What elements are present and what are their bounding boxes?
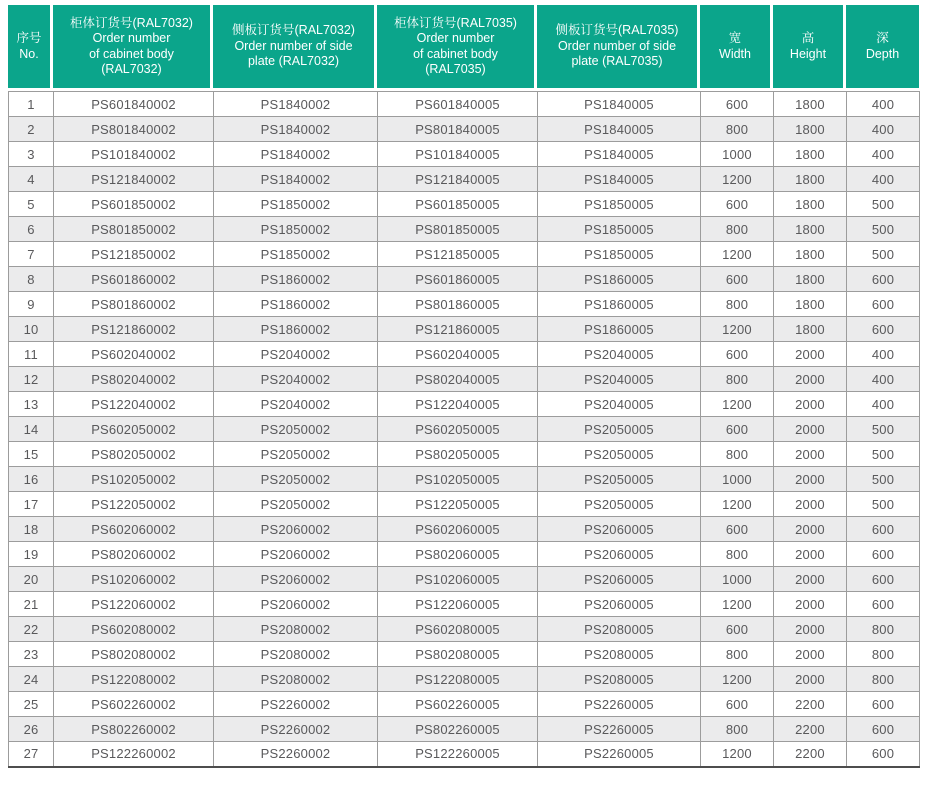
- cell-height: 1800: [774, 292, 847, 317]
- cell-cabinet-body-ral7035: PS102060005: [378, 567, 538, 592]
- cell-width: 800: [701, 542, 774, 567]
- cell-height: 2000: [774, 392, 847, 417]
- column-header-label: Height: [789, 46, 827, 61]
- cell-width: 600: [701, 192, 774, 217]
- cell-cabinet-body-ral7032: PS122050002: [54, 492, 214, 517]
- cell-side-plate-ral7035: PS1860005: [538, 292, 701, 317]
- column-header-label: plate (RAL7032): [247, 54, 340, 69]
- cell-width: 1200: [701, 667, 774, 692]
- column-header-label: (RAL7032): [101, 62, 162, 76]
- cell-depth: 600: [847, 517, 920, 542]
- cell-side-plate-ral7035: PS2050005: [538, 442, 701, 467]
- cell-width: 600: [701, 692, 774, 717]
- cell-no: 24: [9, 667, 54, 692]
- cell-side-plate-ral7032: PS2060002: [214, 542, 378, 567]
- cell-width: 600: [701, 417, 774, 442]
- cell-depth: 800: [847, 667, 920, 692]
- cell-height: 1800: [774, 242, 847, 267]
- table-row: [9, 117, 920, 142]
- cell-height: 2200: [774, 692, 847, 717]
- cell-depth: 600: [847, 717, 920, 742]
- cell-height: 2000: [774, 617, 847, 642]
- table-row: [9, 267, 920, 292]
- cell-height: 1800: [774, 117, 847, 142]
- cell-side-plate-ral7035: PS2080005: [538, 617, 701, 642]
- cell-cabinet-body-ral7035: PS122040005: [378, 392, 538, 417]
- cell-depth: 500: [847, 492, 920, 517]
- cell-width: 800: [701, 717, 774, 742]
- cell-depth: 600: [847, 542, 920, 567]
- cell-side-plate-ral7035: PS2040005: [538, 342, 701, 367]
- table-row: [9, 142, 920, 167]
- cell-side-plate-ral7032: PS2050002: [214, 492, 378, 517]
- column-header-label: 深: [876, 31, 889, 45]
- cell-height: 1800: [774, 92, 847, 117]
- cell-depth: 600: [847, 567, 920, 592]
- cell-width: 1000: [701, 567, 774, 592]
- cell-height: 2000: [774, 492, 847, 517]
- cell-side-plate-ral7032: PS2050002: [214, 417, 378, 442]
- cell-width: 800: [701, 292, 774, 317]
- table-row: [9, 442, 920, 467]
- column-header-label: of cabinet body: [413, 46, 498, 61]
- cell-no: 1: [9, 92, 54, 117]
- cell-cabinet-body-ral7032: PS102060002: [54, 567, 214, 592]
- cell-height: 2000: [774, 592, 847, 617]
- cell-cabinet-body-ral7035: PS801850005: [378, 217, 538, 242]
- cell-cabinet-body-ral7035: PS122050005: [378, 492, 538, 517]
- column-header-cabinet-body-ral7032: [53, 5, 213, 88]
- cell-side-plate-ral7035: PS2050005: [538, 417, 701, 442]
- cell-side-plate-ral7032: PS2060002: [214, 567, 378, 592]
- cell-width: 600: [701, 517, 774, 542]
- column-header-no: [8, 5, 53, 88]
- cell-cabinet-body-ral7035: PS802260005: [378, 717, 538, 742]
- column-header-label: 柜体订货号(RAL7032): [70, 15, 193, 30]
- column-header-label: 高: [801, 31, 815, 45]
- cell-cabinet-body-ral7035: PS122060005: [378, 592, 538, 617]
- cell-side-plate-ral7035: PS1850005: [538, 242, 701, 267]
- table-row: [9, 367, 920, 392]
- cell-height: 1800: [774, 167, 847, 192]
- table-row: [9, 467, 920, 492]
- cell-side-plate-ral7035: PS1840005: [538, 117, 701, 142]
- cell-no: 20: [9, 567, 54, 592]
- cell-cabinet-body-ral7032: PS802260002: [54, 717, 214, 742]
- cell-side-plate-ral7035: PS2040005: [538, 392, 701, 417]
- cell-depth: 400: [847, 117, 920, 142]
- cell-side-plate-ral7035: PS1840005: [538, 167, 701, 192]
- cell-side-plate-ral7035: PS1850005: [538, 217, 701, 242]
- cell-side-plate-ral7032: PS2040002: [214, 392, 378, 417]
- cell-cabinet-body-ral7035: PS122260005: [378, 742, 538, 767]
- table-header-row: [8, 5, 919, 88]
- cell-cabinet-body-ral7035: PS602060005: [378, 517, 538, 542]
- cell-cabinet-body-ral7032: PS122040002: [54, 392, 214, 417]
- table-row: [9, 742, 920, 767]
- table-row: [9, 492, 920, 517]
- column-header-label: No.: [19, 46, 39, 61]
- cell-height: 1800: [774, 142, 847, 167]
- cell-depth: 500: [847, 417, 920, 442]
- cell-height: 2200: [774, 742, 847, 767]
- column-header-side-plate-ral7035: [537, 5, 700, 88]
- cell-cabinet-body-ral7032: PS602080002: [54, 617, 214, 642]
- cell-no: 27: [9, 742, 54, 767]
- cell-height: 2000: [774, 342, 847, 367]
- cell-cabinet-body-ral7035: PS121850005: [378, 242, 538, 267]
- cell-depth: 400: [847, 367, 920, 392]
- cell-depth: 600: [847, 592, 920, 617]
- cell-depth: 500: [847, 192, 920, 217]
- cell-cabinet-body-ral7032: PS802040002: [54, 367, 214, 392]
- cell-side-plate-ral7035: PS2080005: [538, 642, 701, 667]
- cell-cabinet-body-ral7032: PS602040002: [54, 342, 214, 367]
- cell-no: 17: [9, 492, 54, 517]
- cell-height: 2000: [774, 517, 847, 542]
- cell-cabinet-body-ral7035: PS802050005: [378, 442, 538, 467]
- column-header-label: (RAL7035): [425, 62, 486, 76]
- cell-height: 1800: [774, 217, 847, 242]
- cell-height: 1800: [774, 317, 847, 342]
- table-row: [9, 192, 920, 217]
- cell-height: 2000: [774, 667, 847, 692]
- cell-width: 600: [701, 342, 774, 367]
- cell-cabinet-body-ral7032: PS101840002: [54, 142, 214, 167]
- table-row: [9, 567, 920, 592]
- cell-side-plate-ral7035: PS2050005: [538, 467, 701, 492]
- cell-no: 19: [9, 542, 54, 567]
- cell-width: 1200: [701, 242, 774, 267]
- cell-depth: 500: [847, 442, 920, 467]
- column-header-label: Depth: [865, 46, 900, 61]
- cell-side-plate-ral7032: PS1840002: [214, 117, 378, 142]
- cell-cabinet-body-ral7032: PS802060002: [54, 542, 214, 567]
- cell-depth: 600: [847, 692, 920, 717]
- cell-side-plate-ral7035: PS1860005: [538, 267, 701, 292]
- cell-side-plate-ral7032: PS2050002: [214, 442, 378, 467]
- table-row: [9, 542, 920, 567]
- cell-no: 14: [9, 417, 54, 442]
- cell-cabinet-body-ral7035: PS602080005: [378, 617, 538, 642]
- cell-cabinet-body-ral7032: PS122080002: [54, 667, 214, 692]
- cell-width: 800: [701, 367, 774, 392]
- cell-depth: 600: [847, 742, 920, 767]
- table-body: [9, 92, 920, 767]
- cell-depth: 500: [847, 242, 920, 267]
- table-row: [9, 392, 920, 417]
- cell-cabinet-body-ral7035: PS601860005: [378, 267, 538, 292]
- cell-width: 800: [701, 442, 774, 467]
- cell-cabinet-body-ral7035: PS122080005: [378, 667, 538, 692]
- column-header-label: 柜体订货号(RAL7035): [394, 15, 517, 30]
- cell-side-plate-ral7032: PS2080002: [214, 642, 378, 667]
- cell-cabinet-body-ral7032: PS602260002: [54, 692, 214, 717]
- cell-cabinet-body-ral7035: PS602260005: [378, 692, 538, 717]
- cell-cabinet-body-ral7035: PS801840005: [378, 117, 538, 142]
- cell-cabinet-body-ral7035: PS802060005: [378, 542, 538, 567]
- cell-no: 13: [9, 392, 54, 417]
- table-row: [9, 517, 920, 542]
- cell-height: 2000: [774, 567, 847, 592]
- cell-side-plate-ral7032: PS2050002: [214, 467, 378, 492]
- cell-cabinet-body-ral7035: PS802080005: [378, 642, 538, 667]
- cell-no: 4: [9, 167, 54, 192]
- cell-no: 5: [9, 192, 54, 217]
- cell-cabinet-body-ral7035: PS801860005: [378, 292, 538, 317]
- cell-width: 1200: [701, 392, 774, 417]
- cell-height: 1800: [774, 192, 847, 217]
- cell-side-plate-ral7032: PS1840002: [214, 167, 378, 192]
- cell-side-plate-ral7032: PS1860002: [214, 317, 378, 342]
- cell-cabinet-body-ral7032: PS601860002: [54, 267, 214, 292]
- cell-no: 22: [9, 617, 54, 642]
- cell-depth: 400: [847, 342, 920, 367]
- cell-side-plate-ral7035: PS2050005: [538, 492, 701, 517]
- table-row: [9, 667, 920, 692]
- cell-side-plate-ral7032: PS1860002: [214, 267, 378, 292]
- cell-height: 2200: [774, 717, 847, 742]
- cell-side-plate-ral7032: PS2080002: [214, 667, 378, 692]
- cell-side-plate-ral7035: PS2260005: [538, 692, 701, 717]
- order-number-table: [8, 5, 919, 768]
- cell-cabinet-body-ral7032: PS121840002: [54, 167, 214, 192]
- cell-no: 9: [9, 292, 54, 317]
- cell-no: 6: [9, 217, 54, 242]
- cell-depth: 800: [847, 642, 920, 667]
- table-row: [9, 692, 920, 717]
- cell-depth: 400: [847, 92, 920, 117]
- cell-depth: 400: [847, 392, 920, 417]
- cell-side-plate-ral7035: PS1840005: [538, 92, 701, 117]
- cell-cabinet-body-ral7035: PS601850005: [378, 192, 538, 217]
- cell-depth: 500: [847, 217, 920, 242]
- cell-no: 11: [9, 342, 54, 367]
- column-header-label: 侧板订货号(RAL7035): [555, 23, 679, 38]
- cell-cabinet-body-ral7032: PS601850002: [54, 192, 214, 217]
- cell-depth: 500: [847, 467, 920, 492]
- cell-no: 15: [9, 442, 54, 467]
- column-header-label: Width: [719, 46, 751, 61]
- cell-side-plate-ral7032: PS2260002: [214, 692, 378, 717]
- cell-width: 800: [701, 642, 774, 667]
- cell-side-plate-ral7035: PS2080005: [538, 667, 701, 692]
- cell-width: 1000: [701, 142, 774, 167]
- column-header-cabinet-body-ral7035: [377, 5, 537, 88]
- cell-cabinet-body-ral7035: PS602040005: [378, 342, 538, 367]
- cell-no: 2: [9, 117, 54, 142]
- cell-width: 1200: [701, 492, 774, 517]
- cell-no: 25: [9, 692, 54, 717]
- column-header-height: [773, 5, 846, 88]
- cell-cabinet-body-ral7035: PS602050005: [378, 417, 538, 442]
- cell-cabinet-body-ral7032: PS122260002: [54, 742, 214, 767]
- cell-cabinet-body-ral7035: PS101840005: [378, 142, 538, 167]
- table-row: [9, 292, 920, 317]
- cell-side-plate-ral7032: PS2260002: [214, 742, 378, 767]
- cell-width: 1200: [701, 592, 774, 617]
- cell-depth: 600: [847, 267, 920, 292]
- table-data-grid: [8, 91, 920, 768]
- cell-depth: 400: [847, 167, 920, 192]
- cell-cabinet-body-ral7032: PS802080002: [54, 642, 214, 667]
- cell-side-plate-ral7035: PS2260005: [538, 717, 701, 742]
- cell-height: 2000: [774, 467, 847, 492]
- column-header-side-plate-ral7032: [213, 5, 377, 88]
- table-row: [9, 217, 920, 242]
- cell-side-plate-ral7032: PS2060002: [214, 517, 378, 542]
- cell-side-plate-ral7032: PS1850002: [214, 242, 378, 267]
- cell-side-plate-ral7035: PS2260005: [538, 742, 701, 767]
- table-row: [9, 617, 920, 642]
- cell-side-plate-ral7032: PS2040002: [214, 342, 378, 367]
- cell-no: 26: [9, 717, 54, 742]
- cell-cabinet-body-ral7032: PS602060002: [54, 517, 214, 542]
- cell-width: 800: [701, 217, 774, 242]
- cell-side-plate-ral7032: PS1840002: [214, 142, 378, 167]
- cell-depth: 600: [847, 292, 920, 317]
- cell-side-plate-ral7032: PS2080002: [214, 617, 378, 642]
- cell-cabinet-body-ral7035: PS121840005: [378, 167, 538, 192]
- cell-height: 2000: [774, 417, 847, 442]
- cell-width: 1200: [701, 167, 774, 192]
- cell-cabinet-body-ral7032: PS802050002: [54, 442, 214, 467]
- cell-no: 16: [9, 467, 54, 492]
- cell-cabinet-body-ral7035: PS802040005: [378, 367, 538, 392]
- table-row: [9, 242, 920, 267]
- cell-width: 600: [701, 267, 774, 292]
- cell-cabinet-body-ral7032: PS602050002: [54, 417, 214, 442]
- cell-height: 2000: [774, 442, 847, 467]
- table-row: [9, 342, 920, 367]
- cell-side-plate-ral7032: PS1840002: [214, 92, 378, 117]
- cell-height: 1800: [774, 267, 847, 292]
- cell-side-plate-ral7032: PS1850002: [214, 217, 378, 242]
- cell-cabinet-body-ral7032: PS122060002: [54, 592, 214, 617]
- cell-cabinet-body-ral7032: PS801840002: [54, 117, 214, 142]
- cell-side-plate-ral7032: PS2060002: [214, 592, 378, 617]
- cell-side-plate-ral7032: PS2040002: [214, 367, 378, 392]
- column-header-depth: [846, 5, 919, 88]
- table-row: [9, 92, 920, 117]
- cell-depth: 800: [847, 617, 920, 642]
- cell-no: 10: [9, 317, 54, 342]
- cell-side-plate-ral7035: PS1850005: [538, 192, 701, 217]
- cell-width: 600: [701, 617, 774, 642]
- cell-height: 2000: [774, 542, 847, 567]
- cell-width: 600: [701, 92, 774, 117]
- cell-side-plate-ral7032: PS1850002: [214, 192, 378, 217]
- cell-side-plate-ral7032: PS1860002: [214, 292, 378, 317]
- column-header-label: Order number of side: [557, 38, 677, 53]
- cell-width: 1000: [701, 467, 774, 492]
- cell-no: 23: [9, 642, 54, 667]
- cell-cabinet-body-ral7032: PS801860002: [54, 292, 214, 317]
- column-header-label: 宽: [728, 31, 742, 45]
- cell-height: 2000: [774, 367, 847, 392]
- cell-no: 18: [9, 517, 54, 542]
- cell-no: 12: [9, 367, 54, 392]
- table-row: [9, 717, 920, 742]
- table-row: [9, 167, 920, 192]
- table-row: [9, 642, 920, 667]
- column-header-label: plate (RAL7035): [571, 54, 663, 69]
- cell-cabinet-body-ral7032: PS102050002: [54, 467, 214, 492]
- cell-side-plate-ral7035: PS1860005: [538, 317, 701, 342]
- cell-side-plate-ral7035: PS2060005: [538, 567, 701, 592]
- table-row: [9, 592, 920, 617]
- column-header-width: [700, 5, 773, 88]
- cell-height: 2000: [774, 642, 847, 667]
- cell-width: 1200: [701, 317, 774, 342]
- cell-no: 3: [9, 142, 54, 167]
- cell-cabinet-body-ral7032: PS121850002: [54, 242, 214, 267]
- cell-cabinet-body-ral7035: PS601840005: [378, 92, 538, 117]
- cell-side-plate-ral7032: PS2260002: [214, 717, 378, 742]
- cell-cabinet-body-ral7035: PS121860005: [378, 317, 538, 342]
- column-header-label: 侧板订货号(RAL7032): [232, 23, 355, 38]
- cell-side-plate-ral7035: PS2060005: [538, 517, 701, 542]
- cell-depth: 600: [847, 317, 920, 342]
- cell-cabinet-body-ral7032: PS801850002: [54, 217, 214, 242]
- cell-depth: 400: [847, 142, 920, 167]
- cell-cabinet-body-ral7032: PS601840002: [54, 92, 214, 117]
- cell-no: 8: [9, 267, 54, 292]
- cell-width: 800: [701, 117, 774, 142]
- column-header-label: 序号: [16, 31, 42, 45]
- cell-cabinet-body-ral7035: PS102050005: [378, 467, 538, 492]
- cell-no: 21: [9, 592, 54, 617]
- column-header-label: Order number: [92, 31, 171, 45]
- column-header-label: Order number: [416, 31, 495, 45]
- cell-no: 7: [9, 242, 54, 267]
- cell-side-plate-ral7035: PS2060005: [538, 542, 701, 567]
- column-header-label: Order number of side: [234, 38, 353, 53]
- table-row: [9, 417, 920, 442]
- cell-side-plate-ral7035: PS1840005: [538, 142, 701, 167]
- column-header-label: of cabinet body: [89, 46, 174, 61]
- cell-width: 1200: [701, 742, 774, 767]
- cell-cabinet-body-ral7032: PS121860002: [54, 317, 214, 342]
- table-row: [9, 317, 920, 342]
- cell-side-plate-ral7035: PS2040005: [538, 367, 701, 392]
- cell-side-plate-ral7035: PS2060005: [538, 592, 701, 617]
